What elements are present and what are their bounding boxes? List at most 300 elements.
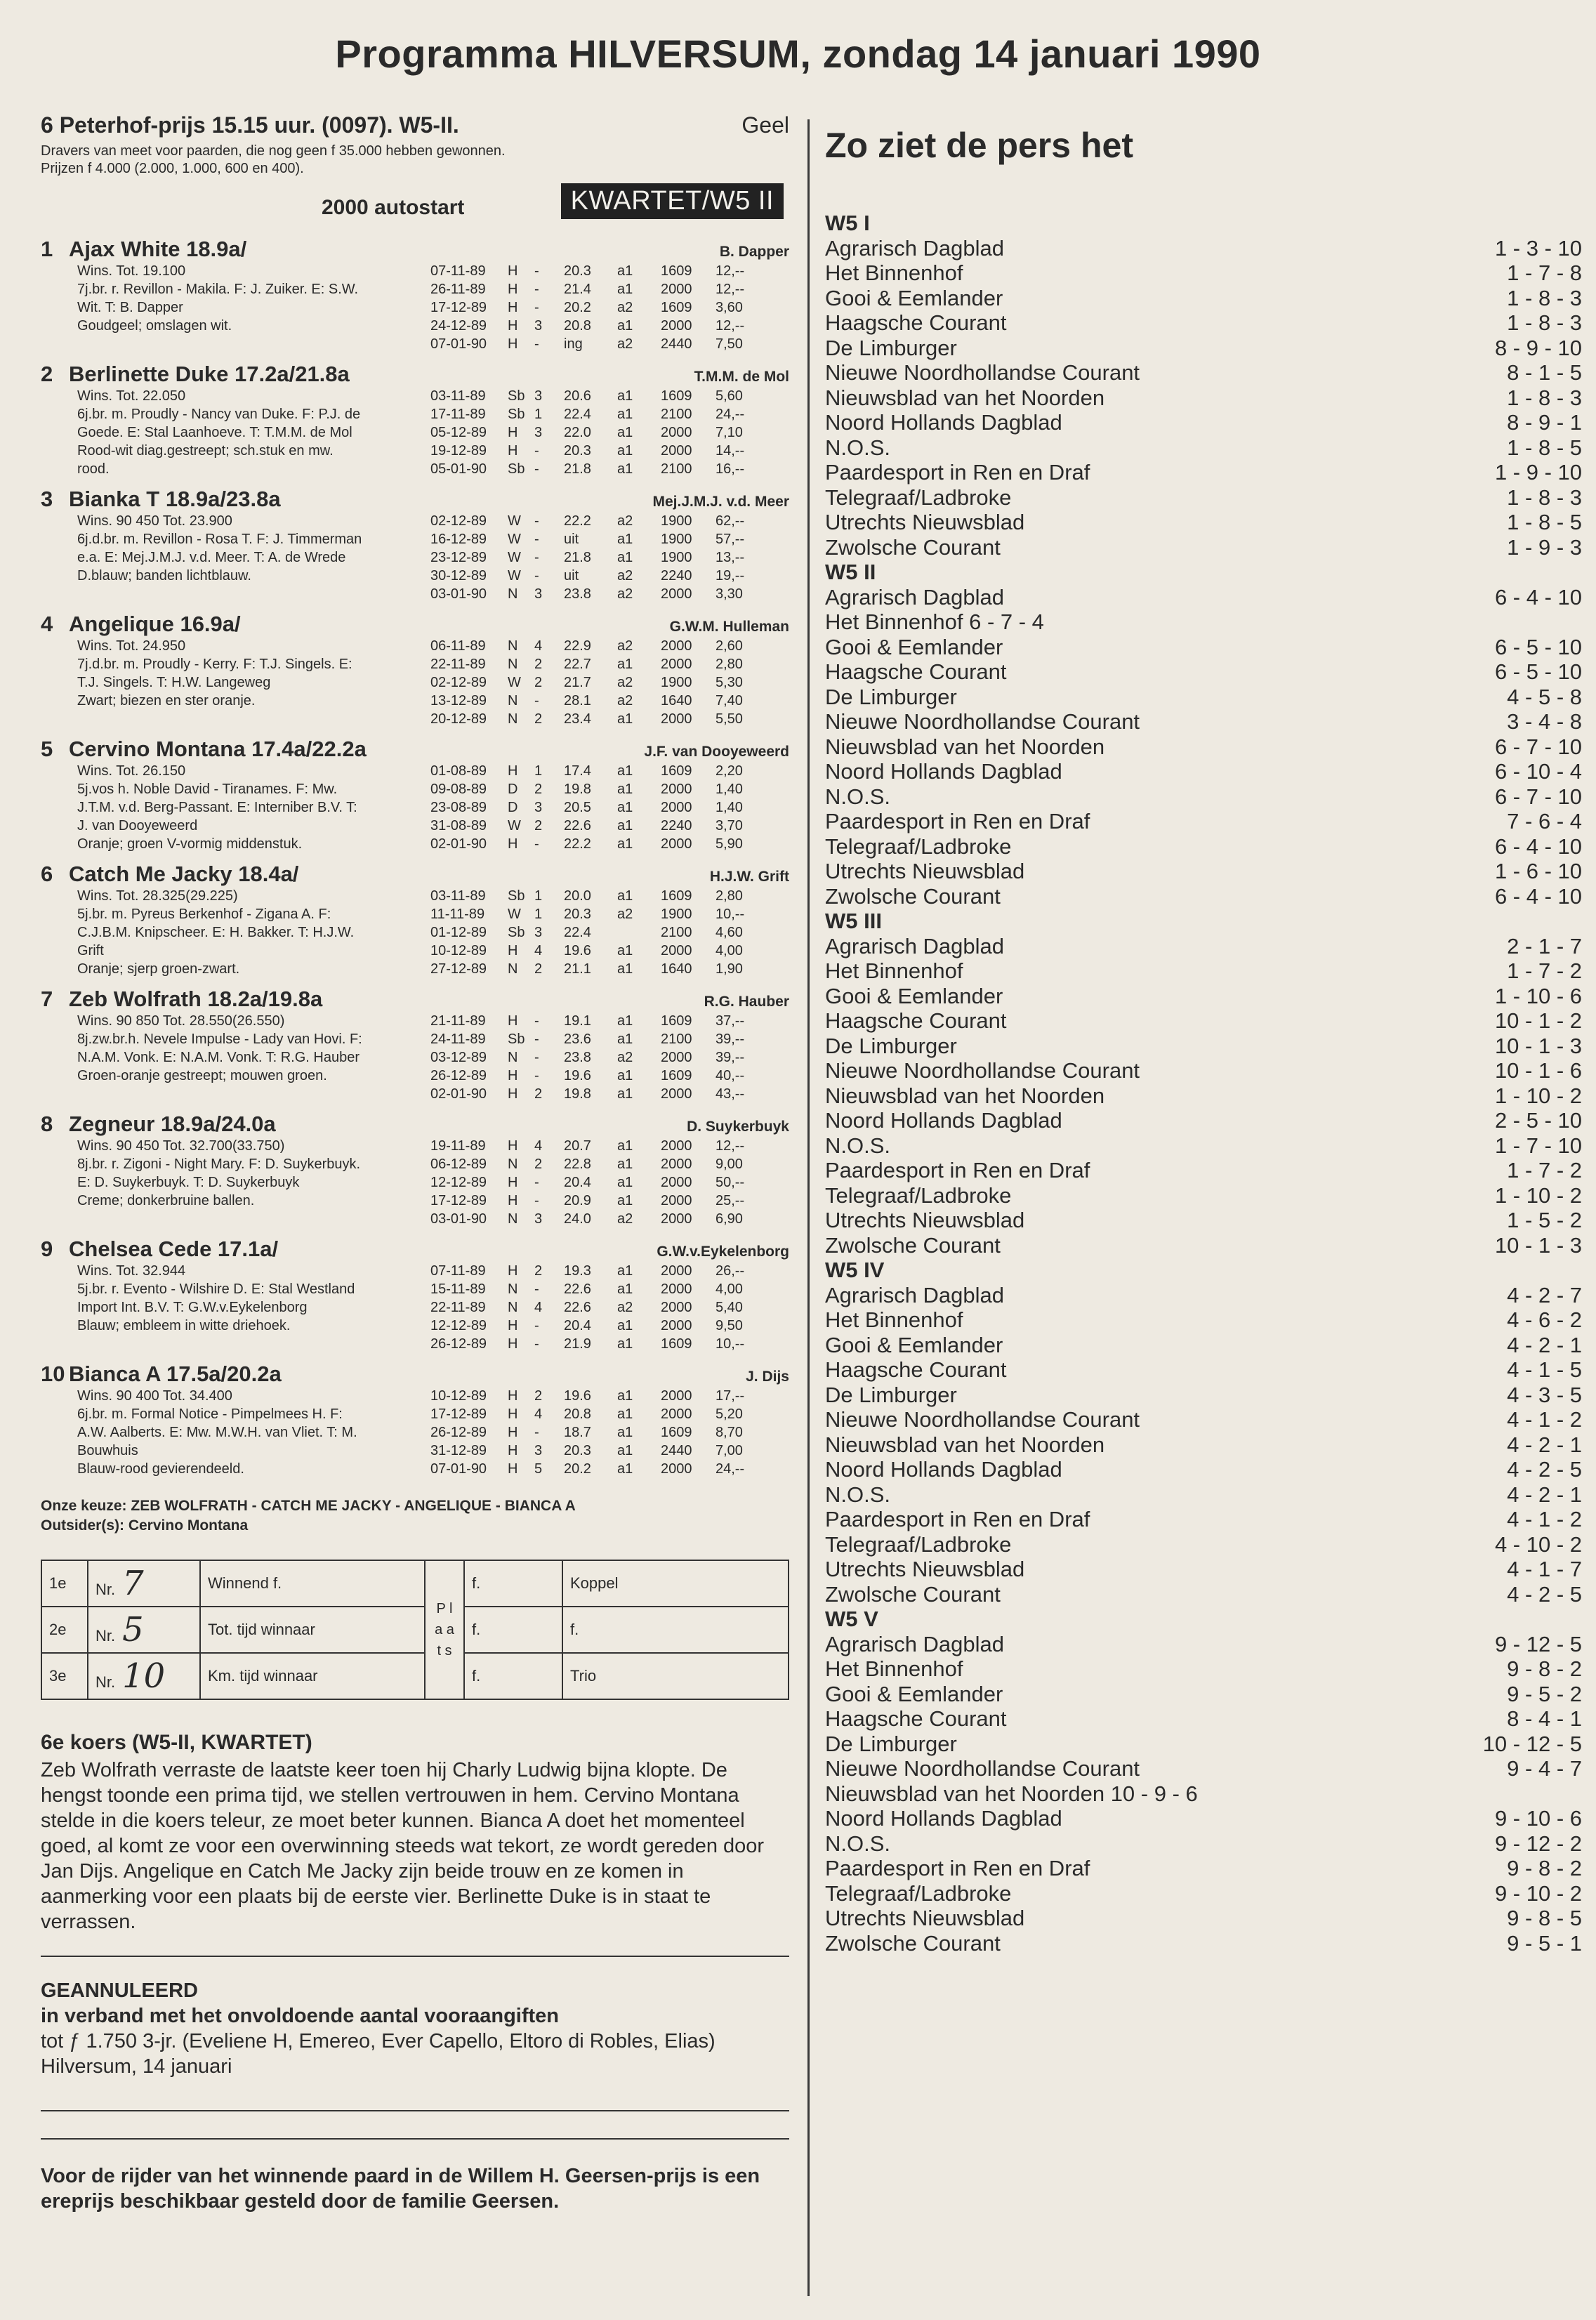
horse-number: 10 <box>41 1362 65 1386</box>
result-track: N <box>508 1281 518 1297</box>
plaats-label: P l a a t s <box>425 1560 464 1699</box>
kwartet-badge: KWARTET/W5 II <box>561 183 784 219</box>
result-track: Sb <box>508 1032 525 1047</box>
horse-list <box>41 237 789 1478</box>
result-time: uit <box>564 532 579 547</box>
result-odds: 12,-- <box>715 282 745 297</box>
press-row <box>825 485 1583 510</box>
handwritten-number: 5 <box>122 1610 144 1649</box>
result-start: a1 <box>617 763 633 779</box>
horse-info-line: Import Int. B.V. T: G.W.v.Eykelenborg <box>77 1300 308 1315</box>
result-track: H <box>508 1013 518 1029</box>
result-distance: 2000 <box>661 1156 692 1172</box>
horse-info-line: Wit. T: B. Dapper <box>77 300 183 315</box>
newspaper-name: Utrechts Nieuwsblad <box>825 859 1025 883</box>
result-track: Sb <box>508 407 525 422</box>
horse-entry <box>41 237 789 353</box>
result-odds: 26,-- <box>715 1263 745 1279</box>
horse-header <box>41 487 789 512</box>
newspaper-name: Nieuwe Noordhollandse Courant <box>825 1756 1140 1781</box>
result-place: - <box>534 1336 539 1352</box>
result-track: D <box>508 800 518 815</box>
result-place: 4 <box>534 1138 543 1154</box>
horse-info-line: Wins. Tot. 22.050 <box>77 388 186 404</box>
newspaper-name: Utrechts Nieuwsblad <box>825 1208 1025 1232</box>
press-row <box>825 435 1583 461</box>
horse-info-line: J.T.M. v.d. Berg-Passant. E: Interniber B.V. T: <box>77 800 357 815</box>
result-row <box>430 692 789 710</box>
prediction: 6 - 4 - 10 <box>1494 833 1582 859</box>
race-results <box>430 1012 789 1103</box>
result-distance: 2000 <box>661 657 692 672</box>
result-time: 20.3 <box>564 263 591 279</box>
result-track: N <box>508 711 518 727</box>
result-time: 20.2 <box>564 300 591 315</box>
result-odds: 40,-- <box>715 1068 745 1083</box>
prediction: 10 - 1 - 2 <box>1494 1008 1582 1033</box>
result-start: a1 <box>617 1032 633 1047</box>
press-row <box>825 1806 1583 1831</box>
result-place: - <box>534 282 539 297</box>
result-start: a1 <box>617 461 633 477</box>
horse-info-line: Grift <box>77 943 104 958</box>
result-date: 02-01-90 <box>430 1086 487 1102</box>
f-label: f. <box>464 1653 562 1699</box>
prediction: 9 - 4 - 7 <box>1507 1756 1582 1781</box>
race-color-label: Geel <box>741 112 789 138</box>
result-track: H <box>508 1443 518 1458</box>
press-row <box>825 1233 1583 1258</box>
nr-cell <box>88 1560 200 1607</box>
newspaper-name: Zwolsche Courant <box>825 883 1001 909</box>
press-row <box>825 809 1583 834</box>
result-time: 23.8 <box>564 1050 591 1065</box>
result-track: N <box>508 657 518 672</box>
result-row <box>430 1155 789 1173</box>
result-date: 24-11-89 <box>430 1032 486 1047</box>
horse-header <box>41 987 789 1012</box>
result-distance: 2000 <box>661 836 692 852</box>
result-place: - <box>534 513 539 529</box>
race-description <box>41 143 789 178</box>
result-place: 1 <box>534 907 543 922</box>
result-place: - <box>534 443 539 459</box>
result-track: Sb <box>508 388 525 404</box>
press-row <box>825 1432 1583 1458</box>
prediction: 1 - 8 - 5 <box>1507 510 1582 534</box>
horse-name <box>41 487 281 512</box>
newspaper-name: Haagsche Courant <box>825 1008 1007 1033</box>
trainer-name: H.J.W. Grift <box>709 869 789 885</box>
result-date: 02-12-89 <box>430 513 487 529</box>
prediction: 1 - 10 - 2 <box>1494 1083 1582 1108</box>
prediction: 9 - 5 - 2 <box>1507 1681 1582 1706</box>
newspaper-name: Het Binnenhof <box>825 261 963 285</box>
nr-label: Nr. <box>95 1581 116 1598</box>
result-start: a1 <box>617 1263 633 1279</box>
prediction: 6 - 5 - 10 <box>1494 634 1582 659</box>
horse-info-line: Wins. Tot. 28.325(29.225) <box>77 888 238 904</box>
result-row <box>430 1067 789 1085</box>
race-results <box>430 1262 789 1353</box>
result-track: H <box>508 836 518 852</box>
trainer-name: B. Dapper <box>719 244 789 260</box>
press-row <box>825 685 1583 710</box>
newspaper-name: Gooi & Eemlander <box>825 983 1003 1008</box>
horse-name-text: Cervino Montana 17.4a/22.2a <box>69 737 367 761</box>
result-odds: 1,40 <box>715 782 743 797</box>
race-header <box>41 112 789 138</box>
press-row <box>825 585 1583 610</box>
prediction: 4 - 5 - 8 <box>1507 684 1582 709</box>
result-start: a1 <box>617 443 633 459</box>
horse-info <box>41 1387 430 1478</box>
result-date: 26-12-89 <box>430 1425 487 1440</box>
horse-info-line: rood. <box>77 461 110 477</box>
horse-info-line: Groen-oranje gestreept; mouwen groen. <box>77 1068 327 1083</box>
result-time: 28.1 <box>564 693 591 708</box>
horse-info-line: Wins. 90 450 Tot. 32.700(33.750) <box>77 1138 285 1154</box>
result-distance: 2000 <box>661 1263 692 1279</box>
result-track: W <box>508 532 521 547</box>
result-odds: 9,50 <box>715 1318 743 1333</box>
horse-info-line: 6j.br. m. Formal Notice - Pimpelmees H. F: <box>77 1406 343 1422</box>
horse-info-line: Oranje; groen V-vormig middenstuk. <box>77 836 303 852</box>
result-place: 4 <box>534 1300 543 1315</box>
result-place: - <box>534 1013 539 1029</box>
horse-info-line: Wins. Tot. 24.950 <box>77 638 186 654</box>
result-row <box>430 585 789 603</box>
result-row <box>430 530 789 548</box>
result-row <box>430 1030 789 1048</box>
result-row <box>430 1173 789 1192</box>
result-odds: 62,-- <box>715 513 745 529</box>
press-row <box>825 1357 1583 1383</box>
press-row <box>825 1682 1583 1707</box>
f-label: f. <box>562 1607 789 1653</box>
result-odds: 3,70 <box>715 818 743 833</box>
result-odds: 7,50 <box>715 336 743 352</box>
result-odds: 5,50 <box>715 711 743 727</box>
result-time: 22.7 <box>564 657 591 672</box>
result-track: H <box>508 263 518 279</box>
horse-info-line: 6j.br. m. Proudly - Nancy van Duke. F: P.J. de <box>77 407 361 422</box>
press-row <box>825 460 1583 485</box>
result-place: 2 <box>534 782 543 797</box>
trainer-name: J.F. van Dooyeweerd <box>644 744 789 760</box>
result-track: N <box>508 586 518 602</box>
press-row <box>825 360 1583 385</box>
result-date: 02-12-89 <box>430 675 487 690</box>
result-date: 02-01-90 <box>430 836 487 852</box>
horse-number: 8 <box>41 1112 53 1136</box>
race-heading: 6 Peterhof-prijs 15.15 uur. (0097). W5-II. <box>41 112 459 138</box>
result-distance: 2000 <box>661 1406 692 1422</box>
result-place: 4 <box>534 1406 543 1422</box>
prediction: 4 - 10 - 2 <box>1494 1531 1582 1557</box>
result-date: 11-11-89 <box>430 907 485 922</box>
newspaper-name: Gooi & Eemlander <box>825 285 1003 310</box>
result-row <box>430 1442 789 1460</box>
prediction: 6 - 7 - 10 <box>1494 784 1582 809</box>
result-start: a1 <box>617 407 633 422</box>
race-results <box>430 387 789 478</box>
result-date: 03-11-89 <box>430 888 486 904</box>
result-place: 3 <box>534 425 543 440</box>
result-start: a2 <box>617 1300 633 1315</box>
result-track: W <box>508 568 521 584</box>
tot-tijd-label: Tot. tijd winnaar <box>200 1607 425 1653</box>
newspaper-name: N.O.S. <box>825 784 891 809</box>
result-row <box>430 1460 789 1478</box>
press-row <box>825 261 1583 286</box>
result-start: a2 <box>617 1211 633 1227</box>
result-date: 17-12-89 <box>430 1406 487 1422</box>
result-odds: 9,00 <box>715 1156 743 1172</box>
result-distance: 1609 <box>661 763 692 779</box>
horse-info <box>41 1262 430 1353</box>
result-time: 24.0 <box>564 1211 591 1227</box>
press-row <box>825 1333 1583 1358</box>
press-group-heading: W5 III <box>825 909 882 933</box>
result-odds: 10,-- <box>715 1336 745 1352</box>
result-start: a1 <box>617 1388 633 1404</box>
result-time: 21.9 <box>564 1336 591 1352</box>
result-track: W <box>508 907 521 922</box>
press-row <box>825 1532 1583 1557</box>
result-time: ing <box>564 336 583 352</box>
horse-info-line: 7j.d.br. m. Proudly - Kerry. F: T.J. Singels. E: <box>77 657 352 672</box>
result-place: 2 <box>534 1388 543 1404</box>
result-date: 05-01-90 <box>430 461 487 477</box>
result-track: H <box>508 336 518 352</box>
result-track: N <box>508 1156 518 1172</box>
result-time: 21.8 <box>564 461 591 477</box>
result-place: 3 <box>534 1443 543 1458</box>
horse-name <box>41 1362 282 1387</box>
result-row <box>430 548 789 567</box>
result-track: H <box>508 1086 518 1102</box>
result-distance: 2000 <box>661 1175 692 1190</box>
press-row <box>825 385 1583 411</box>
result-time: 22.2 <box>564 513 591 529</box>
result-place: - <box>534 300 539 315</box>
result-start: a1 <box>617 888 633 904</box>
press-row <box>825 934 1583 959</box>
f-label: f. <box>464 1607 562 1653</box>
prediction: 6 - 4 - 10 <box>1494 883 1582 909</box>
result-start: a1 <box>617 263 633 279</box>
press-row <box>825 884 1583 909</box>
result-start: a1 <box>617 800 633 815</box>
horse-info-line: Blauw; embleem in witte driehoek. <box>77 1318 291 1333</box>
result-row <box>430 405 789 423</box>
result-time: 22.8 <box>564 1156 591 1172</box>
result-row <box>430 1298 789 1317</box>
result-distance: 2000 <box>661 425 692 440</box>
horse-name <box>41 1237 278 1262</box>
result-date: 06-11-89 <box>430 638 486 654</box>
prediction: 1 - 5 - 2 <box>1507 1208 1582 1232</box>
result-start: a2 <box>617 568 633 584</box>
result-distance: 1609 <box>661 888 692 904</box>
prediction: 7 - 6 - 4 <box>1507 809 1582 833</box>
result-distance: 1609 <box>661 1068 692 1083</box>
result-distance: 2000 <box>661 1086 692 1102</box>
our-choice-text: Onze keuze: ZEB WOLFRATH - CATCH ME JACKY - ANGELIQUE - BIANCA A <box>41 1498 576 1514</box>
result-time: 20.0 <box>564 888 591 904</box>
horse-header <box>41 862 789 887</box>
result-odds: 5,40 <box>715 1300 743 1315</box>
result-place: 3 <box>534 1211 543 1227</box>
result-row <box>430 460 789 478</box>
result-odds: 39,-- <box>715 1050 745 1065</box>
horse-name-text: Angelique 16.9a/ <box>69 612 241 636</box>
result-odds: 5,30 <box>715 675 743 690</box>
result-odds: 5,60 <box>715 388 743 404</box>
result-time: 22.6 <box>564 1300 591 1315</box>
horse-body <box>41 387 789 478</box>
result-distance: 2000 <box>661 443 692 459</box>
result-track: N <box>508 1300 518 1315</box>
horse-header <box>41 237 789 262</box>
result-track: H <box>508 1388 518 1404</box>
newspaper-name: Paardesport in Ren en Draf <box>825 1507 1090 1531</box>
handwritten-number: 7 <box>122 1564 144 1603</box>
newspaper-name: Agrarisch Dagblad <box>825 584 1005 609</box>
newspaper-name: Noord Hollands Dagblad <box>825 1108 1062 1133</box>
result-date: 12-12-89 <box>430 1175 487 1190</box>
horse-info-line: 8j.zw.br.h. Nevele Impulse - Lady van Hovi. F: <box>77 1032 362 1047</box>
result-odds: 43,-- <box>715 1086 745 1102</box>
press-row <box>825 1034 1583 1059</box>
newspaper-name: Gooi & Eemlander <box>825 1681 1003 1706</box>
result-track: H <box>508 1138 518 1154</box>
press-row <box>825 1931 1583 1956</box>
press-row <box>825 410 1583 435</box>
press-group-heading: W5 V <box>825 1607 878 1631</box>
result-time: 23.8 <box>564 586 591 602</box>
result-time: 19.8 <box>564 782 591 797</box>
horse-info-line: E: D. Suykerbuyk. T: D. Suykerbuyk <box>77 1175 300 1190</box>
result-place: - <box>534 836 539 852</box>
horse-info-line: Blauw-rood gevierendeeld. <box>77 1461 244 1477</box>
press-row <box>825 336 1583 361</box>
race-program-column <box>41 112 789 2214</box>
prediction: 2 - 1 - 7 <box>1507 933 1582 958</box>
result-start: a1 <box>617 711 633 727</box>
footer-note: Voor de rijder van het winnende paard in de Willem H. Geersen-prijs is een ereprijs beschikbaar gesteld door de familie Geersen. <box>41 2165 760 2213</box>
horse-info-line: J. van Dooyeweerd <box>77 818 198 833</box>
newspaper-name: Haagsche Courant <box>825 659 1007 684</box>
horse-name-text: Chelsea Cede 17.1a/ <box>69 1237 279 1261</box>
result-date: 03-01-90 <box>430 1211 487 1227</box>
result-row <box>430 567 789 585</box>
newspaper-name: Het Binnenhof <box>825 958 963 983</box>
prediction: 9 - 10 - 2 <box>1494 1880 1582 1906</box>
prediction: 8 - 9 - 1 <box>1507 410 1582 435</box>
horse-info <box>41 887 430 978</box>
horse-body <box>41 1012 789 1103</box>
result-track: Sb <box>508 888 525 904</box>
press-row <box>825 1183 1583 1208</box>
result-start: a1 <box>617 1156 633 1172</box>
horse-name-text: Ajax White 18.9a/ <box>69 237 247 261</box>
newspaper-name: Paardesport in Ren en Draf <box>825 1158 1090 1182</box>
horse-entry <box>41 1237 789 1353</box>
result-distance: 2100 <box>661 925 692 940</box>
prediction: 1 - 8 - 3 <box>1507 485 1582 510</box>
result-place: 2 <box>534 818 543 833</box>
horse-body <box>41 1137 789 1228</box>
cancel-text: tot ƒ 1.750 3-jr. (Eveliene H, Emereo, Ever Capello, Eltoro di Robles, Elias) <box>41 2030 715 2052</box>
horse-header <box>41 1237 789 1262</box>
result-date: 13-12-89 <box>430 693 487 708</box>
newspaper-name: De Limburger <box>825 1382 957 1407</box>
result-row <box>430 1335 789 1353</box>
result-start: a1 <box>617 282 633 297</box>
result-start: a2 <box>617 300 633 315</box>
press-row <box>825 1856 1583 1881</box>
horse-header <box>41 362 789 387</box>
horse-header <box>41 1362 789 1387</box>
result-track: Sb <box>508 925 525 940</box>
newspaper-name: De Limburger <box>825 1033 957 1058</box>
result-distance: 2440 <box>661 1443 692 1458</box>
press-row <box>825 984 1583 1009</box>
newspaper-name: Zwolsche Courant <box>825 1930 1001 1956</box>
result-row <box>430 262 789 280</box>
place-label: 1e <box>41 1560 88 1607</box>
newspaper-name: Haagsche Courant <box>825 1357 1007 1382</box>
horse-info-line: Goede. E: Stal Laanhoeve. T: T.M.M. de Mol <box>77 425 352 440</box>
result-place: - <box>534 1068 539 1083</box>
horse-body <box>41 1387 789 1478</box>
press-row <box>825 1507 1583 1532</box>
press-row <box>825 659 1583 685</box>
result-distance: 1900 <box>661 513 692 529</box>
nr-label: Nr. <box>95 1627 116 1645</box>
horse-name-text: Catch Me Jacky 18.4a/ <box>69 862 299 886</box>
prediction: 10 - 1 - 3 <box>1494 1033 1582 1058</box>
press-row <box>825 1732 1583 1757</box>
result-start: a1 <box>617 318 633 334</box>
result-row <box>430 637 789 655</box>
prediction: 1 - 8 - 3 <box>1507 385 1582 410</box>
result-track: H <box>508 282 518 297</box>
result-distance: 1900 <box>661 907 692 922</box>
result-date: 10-12-89 <box>430 943 487 958</box>
prediction: 4 - 2 - 5 <box>1507 1581 1582 1607</box>
prediction: 1 - 8 - 3 <box>1507 310 1582 335</box>
km-tijd-label: Km. tijd winnaar <box>200 1653 425 1699</box>
result-start: a1 <box>617 425 633 440</box>
newspaper-name: N.O.S. <box>825 435 891 460</box>
result-row <box>430 1280 789 1298</box>
press-row <box>825 784 1583 810</box>
result-time: 21.8 <box>564 550 591 565</box>
result-time: 22.4 <box>564 407 591 422</box>
result-odds: 10,-- <box>715 907 745 922</box>
prediction: 6 - 7 - 10 <box>1494 734 1582 759</box>
horse-name <box>41 737 367 762</box>
result-distance: 2000 <box>661 1318 692 1333</box>
trainer-name: G.W.v.Eykelenborg <box>657 1244 789 1260</box>
result-date: 24-12-89 <box>430 318 487 334</box>
horse-name-text: Zeb Wolfrath 18.2a/19.8a <box>69 987 323 1011</box>
result-date: 27-12-89 <box>430 961 487 977</box>
newspaper-name: Nieuwsblad van het Noorden 10 - 9 - 6 <box>825 1781 1198 1806</box>
